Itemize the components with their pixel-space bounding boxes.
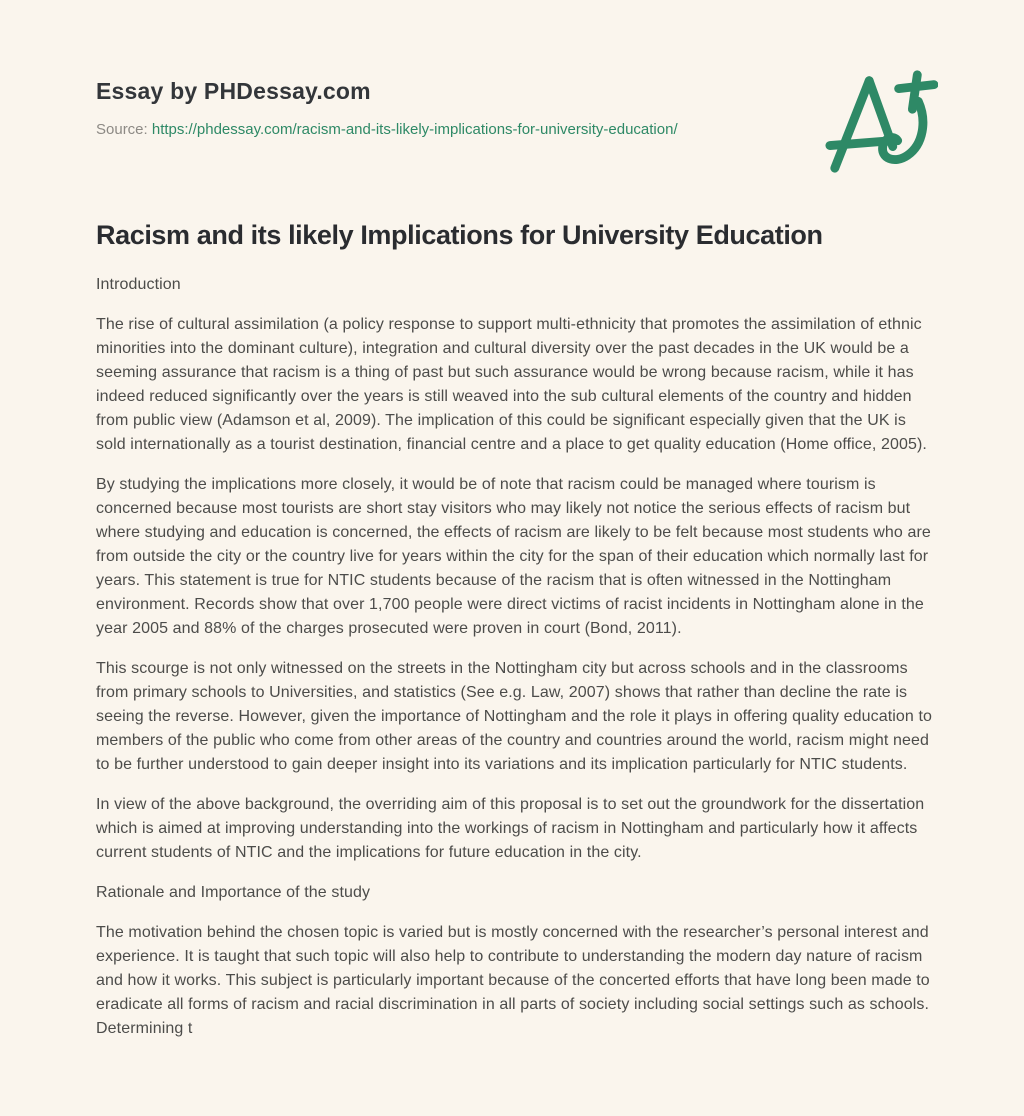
essay-paragraph: In view of the above background, the overriding aim of this proposal is to set out the groundwork for the dissertation which is aimed at improving understanding into the workings of racism in Nottingham and particularly how it affects current students of NTIC and the implications for future education in the city. bbox=[96, 796, 925, 861]
section-heading-introduction: Introduction bbox=[96, 276, 181, 293]
essay-paragraph: By studying the implications more closely, it would be of note that racism could be managed where tourism is concerned because most tourists are short stay visitors who may likely not notice the serious effects of racism but where studying and education is concerned, the effects of racism are likely to be felt because most students who are from outside the city or the country live for years within the city for the span of their education which normally last for years. This statement is true for NTIC students because of the racism that is often witnessed in the Nottingham environment. Records show that over 1,700 people were direct victims of racist incidents in Nottingham alone in the year 2005 and 88% of the charges prosecuted were proven in court (Bond, 2011). bbox=[96, 476, 931, 637]
source-line bbox=[96, 119, 932, 141]
essay-paragraph: The motivation behind the chosen topic is varied but is mostly concerned with the researcher’s personal interest and experience. It is taught that such topic will also help to contribute to understanding the modern day nature of racism and how it works. This subject is particularly important because of the concerted efforts that have long been made to eradicate all forms of racism and racial discrimination in all parts of society including social settings such as schools. Determining t bbox=[96, 924, 930, 1037]
essay-body bbox=[96, 273, 932, 1041]
section-heading-rationale: Rationale and Importance of the study bbox=[96, 884, 371, 901]
source-label: Source: bbox=[96, 121, 148, 138]
source-url-link[interactable]: https://phdessay.com/racism-and-its-likely-implications-for-university-education/ bbox=[151, 121, 678, 138]
essay-paragraph: This scourge is not only witnessed on the streets in the Nottingham city but across schools and in the classrooms from primary schools to Universities, and statistics (See e.g. Law, 2007) shows that rather than decline the rate is seeing the reverse. However, given the importance of Nottingham and the role it plays in offering quality education to members of the public who come from other areas of the country and countries around the world, racism might need to be further understood to gain deeper insight into its variations and its implication particularly for NTIC students. bbox=[96, 660, 932, 773]
essay-title: Racism and its likely Implications for University Education bbox=[96, 220, 823, 250]
a-plus-logo-icon bbox=[820, 66, 938, 176]
site-title: Essay by PHDessay.com bbox=[96, 78, 371, 104]
essay-paragraph: The rise of cultural assimilation (a policy response to support multi-ethnicity that promotes the assimilation of ethnic minorities into the dominant culture), integration and cultural diversity over the past decades in the UK would be a seeming assurance that racism is a thing of past but such assurance would be wrong because racism, while it has indeed reduced significantly over the years is still weaved into the sub cultural elements of the country and hidden from public view (Adamson et al, 2009). The implication of this could be significant especially given that the UK is sold internationally as a tourist destination, financial centre and a place to get quality education (Home office, 2005). bbox=[96, 316, 927, 453]
